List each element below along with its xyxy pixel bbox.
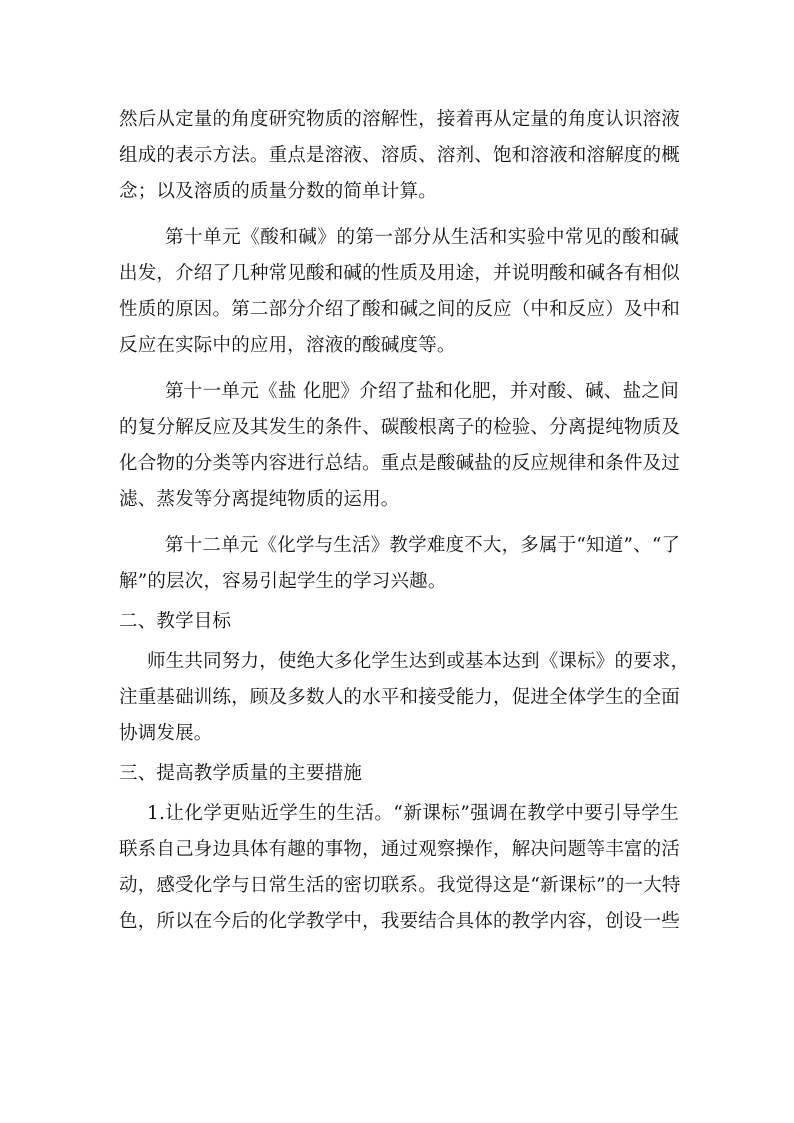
paragraph-unit-10 xyxy=(119,220,679,364)
text-line: 1.让化学更贴近学生的生活。“新课标”强调在教学中要引导学生 xyxy=(147,803,679,824)
text-line: 滤、蒸发等分离提纯物质的运用。 xyxy=(119,489,400,510)
text-line: 解”的层次，容易引起学生的学习兴趣。 xyxy=(119,571,447,592)
text-line: 的复分解反应及其发生的条件、碳酸根离子的检验、分离提纯物质及 xyxy=(119,417,681,438)
text-line: 第十一单元《盐 化肥》介绍了盐和化肥，并对酸、碱、盐之间 xyxy=(165,381,679,402)
text-line: 化合物的分类等内容进行总结。重点是酸碱盐的反应规律和条件及过 xyxy=(119,453,681,474)
text-line: 念；以及溶质的质量分数的简单计算。 xyxy=(119,181,437,202)
text-line: 注重基础训练，顾及多数人的水平和接受能力，促进全体学生的全面 xyxy=(119,687,681,708)
text-line: 协调发展。 xyxy=(119,723,213,744)
text-line: 色，所以在今后的化学教学中，我要结合具体的教学内容，创设一些 xyxy=(119,911,681,932)
text-line: 组成的表示方法。重点是溶液、溶质、溶剂、饱和溶液和溶解度的概 xyxy=(119,145,681,166)
text-line: 第十二单元《化学与生活》教学难度不大，多属于“知道”、“了 xyxy=(165,535,681,556)
text-line: 出发，介绍了几种常见酸和碱的性质及用途，并说明酸和碱各有相似 xyxy=(119,263,681,284)
text-line: 联系自己身边具体有趣的事物，通过观察操作，解决问题等丰富的活 xyxy=(119,839,681,860)
section-heading-teaching-goals: 二、教学目标 xyxy=(119,611,232,632)
text-line: 性质的原因。第二部分介绍了酸和碱之间的反应（中和反应）及中和 xyxy=(119,299,681,320)
text-line: 反应在实际中的应用，溶液的酸碱度等。 xyxy=(119,335,456,356)
paragraph-solution-continued xyxy=(119,102,679,210)
text-line: 师生共同努力，使绝大多化学生达到或基本达到《课标》的要求， xyxy=(147,651,690,672)
text-line: 第十单元《酸和碱》的第一部分从生活和实验中常见的酸和碱 xyxy=(165,227,679,248)
paragraph-teaching-goals xyxy=(119,644,690,752)
text-line: 然后从定量的角度研究物质的溶解性，接着再从定量的角度认识溶液 xyxy=(119,109,681,130)
text-line: 动，感受化学与日常生活的密切联系。我觉得这是“新课标”的一大特 xyxy=(119,875,681,896)
paragraph-unit-12 xyxy=(119,528,679,600)
paragraph-unit-11 xyxy=(119,374,679,518)
section-heading-measures: 三、提高教学质量的主要措施 xyxy=(119,763,363,784)
document-body xyxy=(119,102,690,940)
paragraph-measures xyxy=(119,796,679,940)
